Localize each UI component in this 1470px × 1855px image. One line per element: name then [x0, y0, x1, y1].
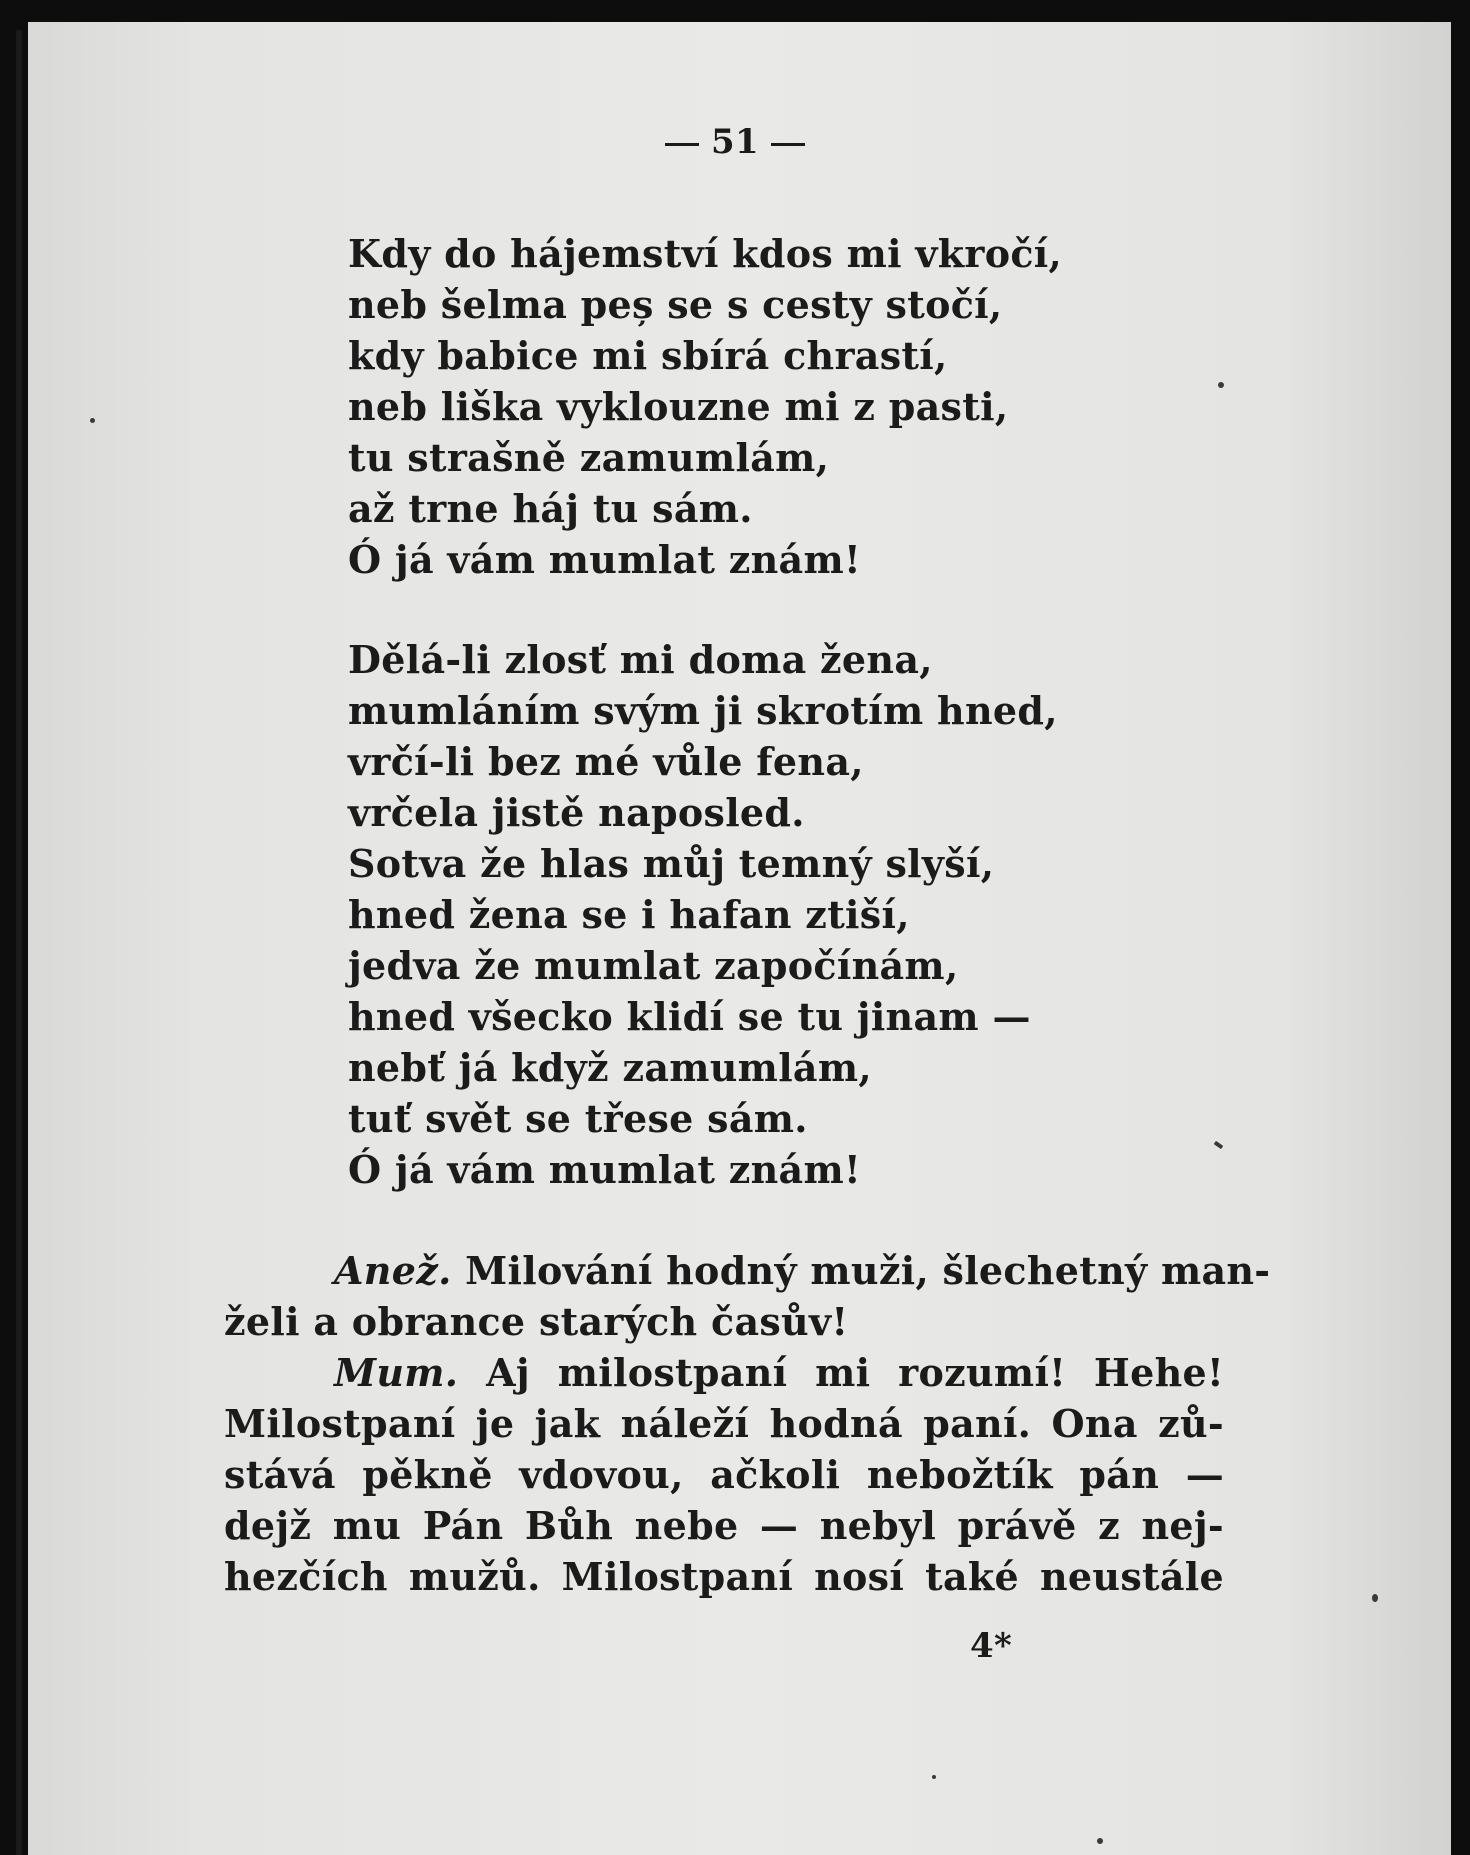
- prose-line: stává pěkně vdovou, ačkoli nebožtík pán —: [224, 1452, 1224, 1497]
- page-number-dash-left: [665, 143, 699, 146]
- prose-line: dejž mu Pán Bůh nebe — nebyl právě z nej-: [224, 1503, 1224, 1548]
- verse-line: hned všecko klidí se tu jinam —: [348, 994, 1031, 1039]
- binding-edge: [16, 30, 22, 1855]
- verse-line: hned žena se i hafan ztiší,: [348, 892, 910, 937]
- verse-line: Ó já vám mumlat znám!: [348, 537, 861, 582]
- verse-line: neb šelma peș se s cesty stočí,: [348, 282, 1003, 327]
- page-number-value: 51: [711, 122, 759, 162]
- verse-line: vrčela jistě naposled.: [348, 790, 805, 835]
- speaker-name: Mum.: [334, 1350, 459, 1395]
- verse-line: mumláním svým ji skrotím hned,: [348, 688, 1058, 733]
- dust-speck: [932, 1775, 936, 1779]
- dialogue-paragraph-anez: [224, 1245, 1271, 1347]
- verse-line: nebť já když zamumlám,: [348, 1045, 872, 1090]
- verse-stanza-1: [348, 228, 1062, 585]
- dust-speck: [1372, 1594, 1378, 1602]
- speaker-name: Anež.: [334, 1248, 452, 1293]
- page-number-dash-right: [771, 143, 805, 146]
- prose-line: želi a obrance starých časův!: [224, 1299, 849, 1344]
- prose-line: hezčích mužů. Milostpaní nosí také neustále: [224, 1554, 1224, 1599]
- verse-stanza-2: [348, 634, 1058, 1195]
- verse-line: neb liška vyklouzne mi z pasti,: [348, 384, 1009, 429]
- prose-line: Milostpaní je jak náleží hodná paní. Ona zů-: [224, 1401, 1224, 1446]
- signature-mark: 4*: [970, 1626, 1013, 1666]
- verse-line: vrčí-li bez mé vůle fena,: [348, 739, 864, 784]
- dust-speck: [1097, 1838, 1103, 1844]
- verse-line: kdy babice mi sbírá chrastí,: [348, 333, 948, 378]
- prose-text: Milování hodný muži, šlechetný man-: [465, 1248, 1271, 1293]
- verse-line: tu strašně zamumlám,: [348, 435, 830, 480]
- dust-speck: [1218, 382, 1224, 388]
- verse-line: až trne háj tu sám.: [348, 486, 753, 531]
- verse-line: Dělá-li zlosť mi doma žena,: [348, 637, 933, 682]
- page-number: [0, 122, 1470, 162]
- dialogue-paragraph-mum: [224, 1347, 1224, 1602]
- prose-line: [224, 1245, 1271, 1296]
- verse-line: Sotva že hlas můj temný slyší,: [348, 841, 995, 886]
- verse-line: tuť svět se třese sám.: [348, 1096, 808, 1141]
- verse-line: Ó já vám mumlat znám!: [348, 1147, 861, 1192]
- prose-line: [224, 1347, 1224, 1398]
- verse-line: jedva že mumlat započínám,: [348, 943, 959, 988]
- prose-text: Aj milostpaní mi rozumí! Hehe!: [486, 1350, 1224, 1395]
- dust-speck: [90, 418, 95, 423]
- verse-line: Kdy do hájemství kdos mi vkročí,: [348, 231, 1063, 276]
